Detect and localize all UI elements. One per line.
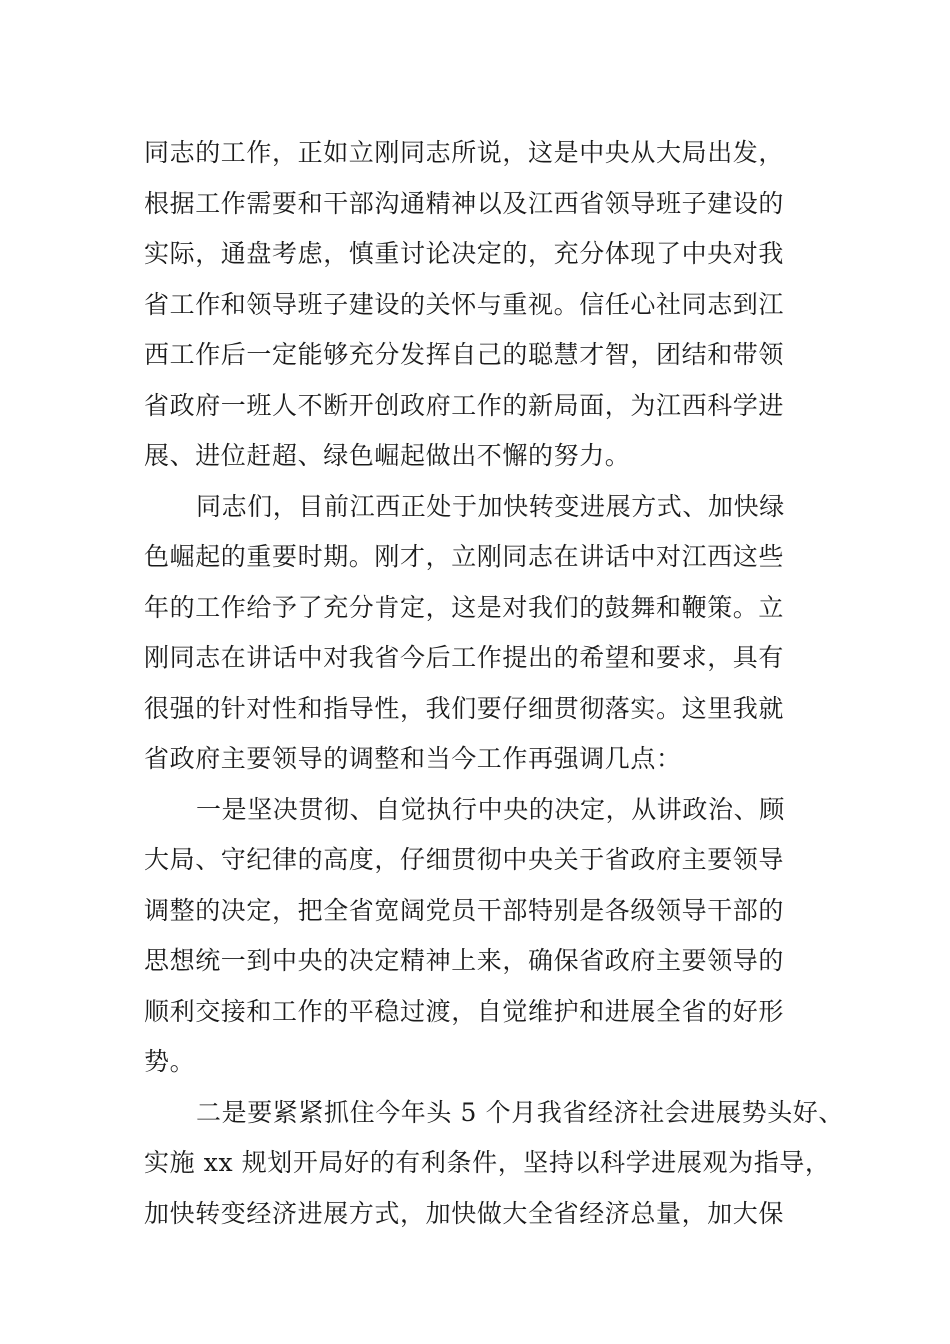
paragraph-start-line: 一是坚决贯彻、自觉执行中央的决定，从讲政治、顾: [196, 794, 785, 824]
text-line: 思想统一到中央的决定精神上来，确保省政府主要领导的: [144, 946, 785, 975]
text-line: 实施 xx 规划开局好的有利条件，坚持以科学进展观为指导，: [144, 1148, 831, 1177]
text-line: 同志的工作，正如立刚同志所说，这是中央从大局出发，: [144, 138, 785, 167]
paragraph-start-line: 二是要紧紧抓住今年头 5 个月我省经济社会进展势头好、: [196, 1097, 845, 1127]
text-line: 刚同志在讲话中对我省今后工作提出的希望和要求，具有: [144, 643, 785, 672]
text-line: 顺利交接和工作的平稳过渡，自觉维护和进展全省的好形: [144, 996, 785, 1026]
text-line: 势。: [144, 1047, 196, 1076]
paragraph-start-line: 同志们，目前江西正处于加快转变进展方式、加快绿: [196, 491, 785, 521]
text-line: 省工作和领导班子建设的关怀与重视。信任心社同志到江: [144, 289, 785, 319]
text-line: 调整的决定，把全省宽阔党员干部特别是各级领导干部的: [144, 895, 785, 925]
text-line: 实际，通盘考虑，慎重讨论决定的，充分体现了中央对我: [144, 239, 785, 268]
text-line: 根据工作需要和干部沟通精神以及江西省领导班子建设的: [144, 188, 785, 218]
text-line: 西工作后一定能够充分发挥自己的聪慧才智，团结和带领: [144, 340, 785, 369]
text-line: 省政府一班人不断开创政府工作的新局面，为江西科学进: [144, 390, 785, 420]
text-line: 年的工作给予了充分肯定，这是对我们的鼓舞和鞭策。立: [144, 592, 785, 622]
body-text: [144, 128, 845, 1239]
text-line: 省政府主要领导的调整和当今工作再强调几点：: [144, 744, 682, 773]
text-line: 大局、守纪律的高度，仔细贯彻中央关于省政府主要领导: [144, 845, 785, 874]
text-line: 加快转变经济进展方式，加快做大全省经济总量，加大保: [144, 1198, 785, 1228]
text-line: 很强的针对性和指导性，我们要仔细贯彻落实。这里我就: [144, 693, 785, 723]
text-line: 展、进位赶超、绿色崛起做出不懈的努力。: [144, 441, 631, 470]
text-line: 色崛起的重要时期。刚才，立刚同志在讲话中对江西这些: [144, 542, 785, 571]
